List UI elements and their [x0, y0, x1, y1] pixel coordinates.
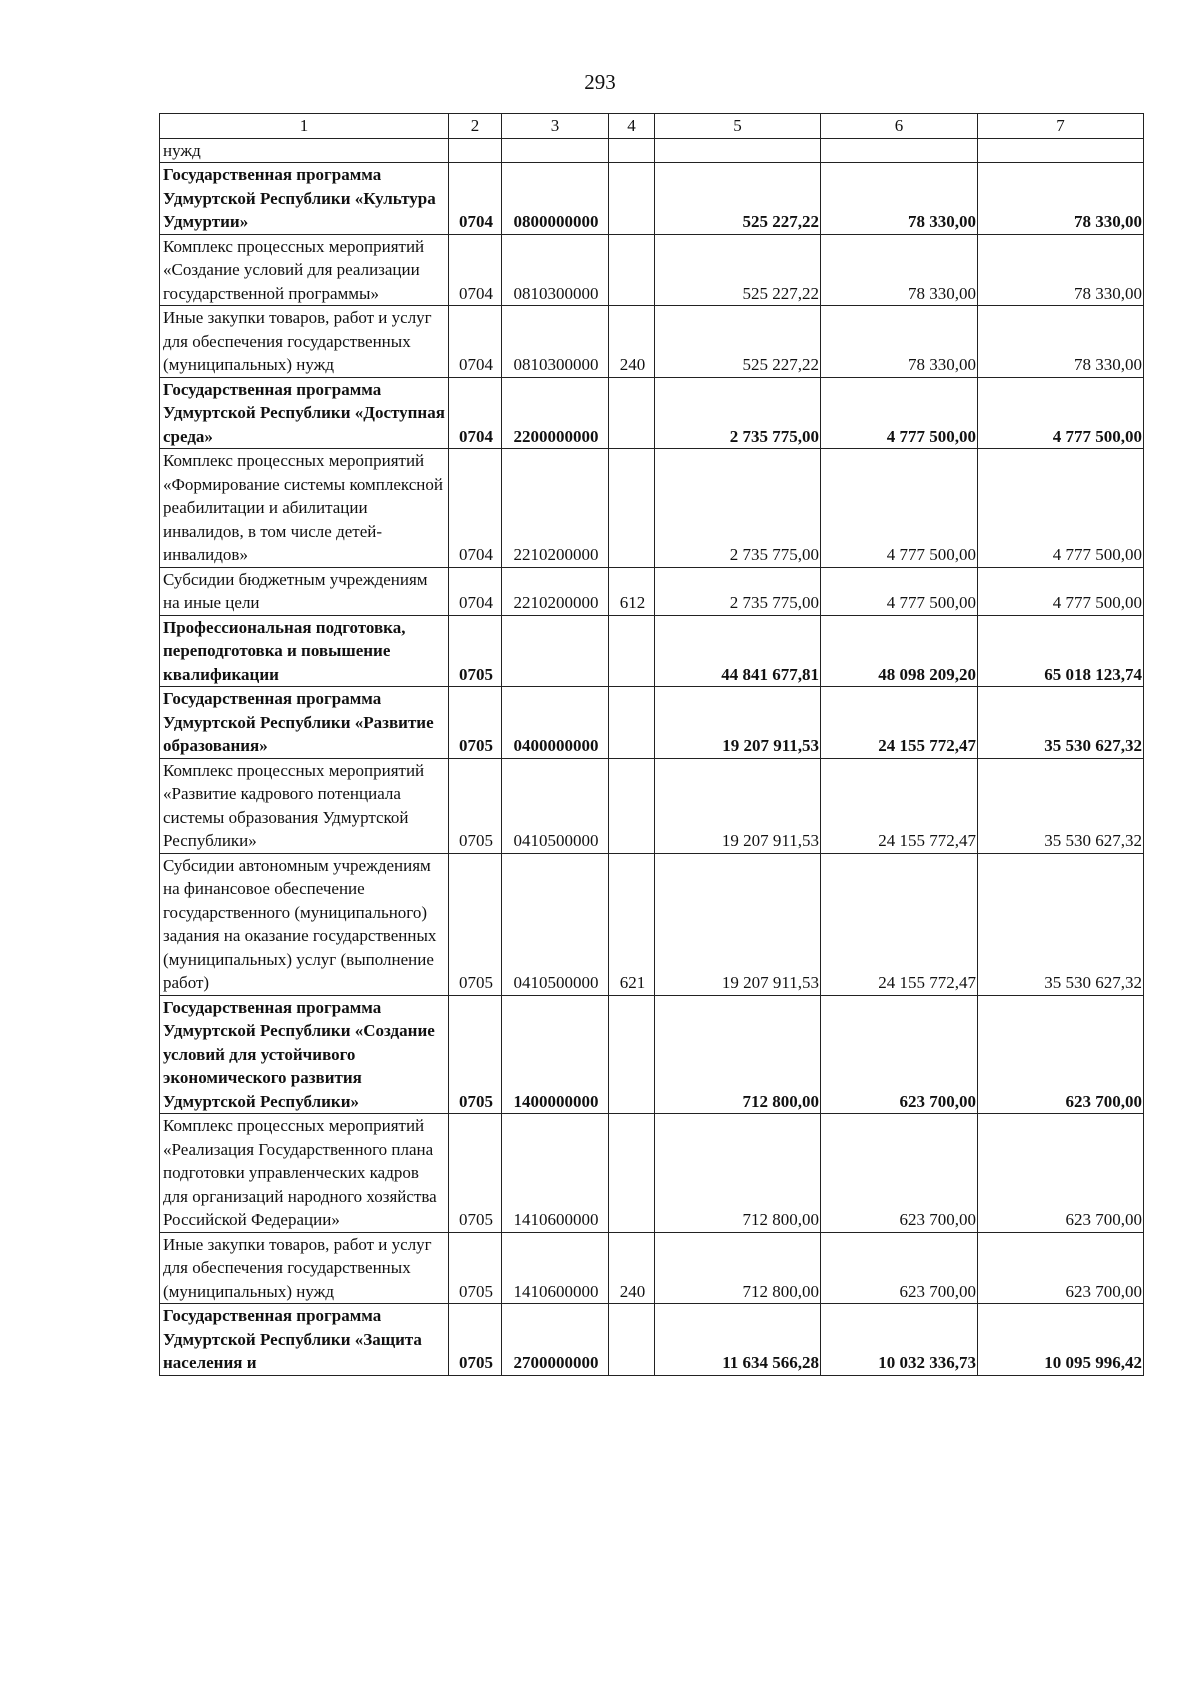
table-row: [160, 1304, 1144, 1376]
amount-col6-cell: 24 155 772,47: [821, 758, 978, 853]
section-code-cell: 0705: [449, 995, 502, 1114]
expense-type-cell: [609, 449, 655, 568]
amount-col5-cell: 44 841 677,81: [655, 615, 821, 687]
section-code-cell: 0705: [449, 1114, 502, 1233]
section-code-cell: 0704: [449, 163, 502, 235]
expense-type-cell: [609, 758, 655, 853]
amount-col7-cell: 10 095 996,42: [978, 1304, 1144, 1376]
row-name-cell: Комплекс процессных мероприятий «Формирование системы комплексной реабилитации и абилитации инвалидов, в том числе детей-инвалидов»: [160, 449, 449, 568]
target-code-cell: [502, 138, 609, 163]
section-code-cell: 0704: [449, 449, 502, 568]
row-name-cell: Профессиональная подготовка, переподготовка и повышение квалификации: [160, 615, 449, 687]
row-name-cell: Субсидии бюджетным учреждениям на иные цели: [160, 567, 449, 615]
target-code-cell: 0410500000: [502, 853, 609, 995]
amount-col5-cell: 712 800,00: [655, 1114, 821, 1233]
table-row: [160, 758, 1144, 853]
amount-col5-cell: 19 207 911,53: [655, 853, 821, 995]
row-name-cell: Государственная программа Удмуртской Республики «Культура Удмуртии»: [160, 163, 449, 235]
row-name-cell: нужд: [160, 138, 449, 163]
amount-col6-cell: 78 330,00: [821, 163, 978, 235]
target-code-cell: [502, 615, 609, 687]
amount-col6-cell: 24 155 772,47: [821, 687, 978, 759]
expense-type-cell: 612: [609, 567, 655, 615]
target-code-cell: 0800000000: [502, 163, 609, 235]
expense-type-cell: [609, 687, 655, 759]
budget-table: [159, 113, 1144, 1376]
expense-type-cell: [609, 138, 655, 163]
amount-col6-cell: 623 700,00: [821, 1232, 978, 1304]
section-code-cell: 0704: [449, 234, 502, 306]
table-row: [160, 234, 1144, 306]
amount-col7-cell: 4 777 500,00: [978, 377, 1144, 449]
column-header: 2: [449, 114, 502, 139]
target-code-cell: 1400000000: [502, 995, 609, 1114]
table-row: [160, 1114, 1144, 1233]
target-code-cell: 0810300000: [502, 306, 609, 378]
amount-col7-cell: 4 777 500,00: [978, 567, 1144, 615]
table-row: [160, 1232, 1144, 1304]
target-code-cell: 2700000000: [502, 1304, 609, 1376]
section-code-cell: 0704: [449, 377, 502, 449]
expense-type-cell: [609, 1114, 655, 1233]
amount-col6-cell: 78 330,00: [821, 306, 978, 378]
row-name-cell: Комплекс процессных мероприятий «Реализация Государственного плана подготовки управленческих кадров для организаций народного хозяйства Российской Федерации»: [160, 1114, 449, 1233]
amount-col6-cell: 623 700,00: [821, 1114, 978, 1233]
amount-col7-cell: 78 330,00: [978, 163, 1144, 235]
amount-col7-cell: 78 330,00: [978, 306, 1144, 378]
expense-type-cell: [609, 1304, 655, 1376]
amount-col7-cell: 623 700,00: [978, 1114, 1144, 1233]
table-row: [160, 995, 1144, 1114]
expense-type-cell: [609, 163, 655, 235]
amount-col6-cell: 4 777 500,00: [821, 449, 978, 568]
expense-type-cell: [609, 995, 655, 1114]
table-row: [160, 687, 1144, 759]
amount-col7-cell: 35 530 627,32: [978, 853, 1144, 995]
amount-col7-cell: 623 700,00: [978, 995, 1144, 1114]
table-row: [160, 306, 1144, 378]
amount-col5-cell: 19 207 911,53: [655, 687, 821, 759]
amount-col6-cell: 10 032 336,73: [821, 1304, 978, 1376]
section-code-cell: 0705: [449, 1232, 502, 1304]
target-code-cell: 2210200000: [502, 567, 609, 615]
amount-col6-cell: 4 777 500,00: [821, 377, 978, 449]
table-row: [160, 138, 1144, 163]
table-body: [160, 114, 1144, 1376]
row-name-cell: Субсидии автономным учреждениям на финансовое обеспечение государственного (муниципального) задания на оказание государственных (муниципальных) услуг (выполнение работ): [160, 853, 449, 995]
target-code-cell: 1410600000: [502, 1232, 609, 1304]
row-name-cell: Иные закупки товаров, работ и услуг для обеспечения государственных (муниципальных) нужд: [160, 306, 449, 378]
expense-type-cell: [609, 234, 655, 306]
expense-type-cell: 621: [609, 853, 655, 995]
header-row: [160, 114, 1144, 139]
expense-type-cell: [609, 377, 655, 449]
column-header: 5: [655, 114, 821, 139]
page-number: 293: [584, 70, 616, 94]
amount-col6-cell: [821, 138, 978, 163]
section-code-cell: 0705: [449, 687, 502, 759]
amount-col6-cell: 24 155 772,47: [821, 853, 978, 995]
row-name-cell: Государственная программа Удмуртской Республики «Развитие образования»: [160, 687, 449, 759]
row-name-cell: Комплекс процессных мероприятий «Развитие кадрового потенциала системы образования Удмуртской Республики»: [160, 758, 449, 853]
row-name-cell: Государственная программа Удмуртской Республики «Создание условий для устойчивого экономического развития Удмуртской Республики»: [160, 995, 449, 1114]
amount-col5-cell: 2 735 775,00: [655, 377, 821, 449]
target-code-cell: 0810300000: [502, 234, 609, 306]
amount-col7-cell: 35 530 627,32: [978, 758, 1144, 853]
amount-col5-cell: 712 800,00: [655, 995, 821, 1114]
row-name-cell: Комплекс процессных мероприятий «Создание условий для реализации государственной программы»: [160, 234, 449, 306]
amount-col5-cell: 2 735 775,00: [655, 567, 821, 615]
row-name-cell: Государственная программа Удмуртской Республики «Доступная среда»: [160, 377, 449, 449]
column-header: 1: [160, 114, 449, 139]
section-code-cell: 0705: [449, 758, 502, 853]
table-row: [160, 567, 1144, 615]
amount-col5-cell: 712 800,00: [655, 1232, 821, 1304]
table-row: [160, 615, 1144, 687]
amount-col6-cell: 4 777 500,00: [821, 567, 978, 615]
table-row: [160, 449, 1144, 568]
column-header: 4: [609, 114, 655, 139]
section-code-cell: 0704: [449, 567, 502, 615]
section-code-cell: [449, 138, 502, 163]
amount-col5-cell: 19 207 911,53: [655, 758, 821, 853]
amount-col6-cell: 48 098 209,20: [821, 615, 978, 687]
section-code-cell: 0705: [449, 1304, 502, 1376]
section-code-cell: 0704: [449, 306, 502, 378]
amount-col5-cell: 525 227,22: [655, 306, 821, 378]
column-header: 3: [502, 114, 609, 139]
amount-col7-cell: 4 777 500,00: [978, 449, 1144, 568]
table-row: [160, 853, 1144, 995]
row-name-cell: Иные закупки товаров, работ и услуг для обеспечения государственных (муниципальных) нужд: [160, 1232, 449, 1304]
target-code-cell: 1410600000: [502, 1114, 609, 1233]
amount-col7-cell: 35 530 627,32: [978, 687, 1144, 759]
table-row: [160, 163, 1144, 235]
expense-type-cell: 240: [609, 1232, 655, 1304]
amount-col7-cell: 623 700,00: [978, 1232, 1144, 1304]
target-code-cell: 0410500000: [502, 758, 609, 853]
amount-col7-cell: [978, 138, 1144, 163]
amount-col7-cell: 65 018 123,74: [978, 615, 1144, 687]
amount-col5-cell: [655, 138, 821, 163]
amount-col5-cell: 2 735 775,00: [655, 449, 821, 568]
amount-col5-cell: 11 634 566,28: [655, 1304, 821, 1376]
section-code-cell: 0705: [449, 615, 502, 687]
target-code-cell: 0400000000: [502, 687, 609, 759]
amount-col6-cell: 623 700,00: [821, 995, 978, 1114]
amount-col5-cell: 525 227,22: [655, 234, 821, 306]
amount-col7-cell: 78 330,00: [978, 234, 1144, 306]
row-name-cell: Государственная программа Удмуртской Республики «Защита населения и: [160, 1304, 449, 1376]
section-code-cell: 0705: [449, 853, 502, 995]
target-code-cell: 2210200000: [502, 449, 609, 568]
column-header: 6: [821, 114, 978, 139]
expense-type-cell: [609, 615, 655, 687]
amount-col5-cell: 525 227,22: [655, 163, 821, 235]
expense-type-cell: 240: [609, 306, 655, 378]
amount-col6-cell: 78 330,00: [821, 234, 978, 306]
table-row: [160, 377, 1144, 449]
target-code-cell: 2200000000: [502, 377, 609, 449]
column-header: 7: [978, 114, 1144, 139]
